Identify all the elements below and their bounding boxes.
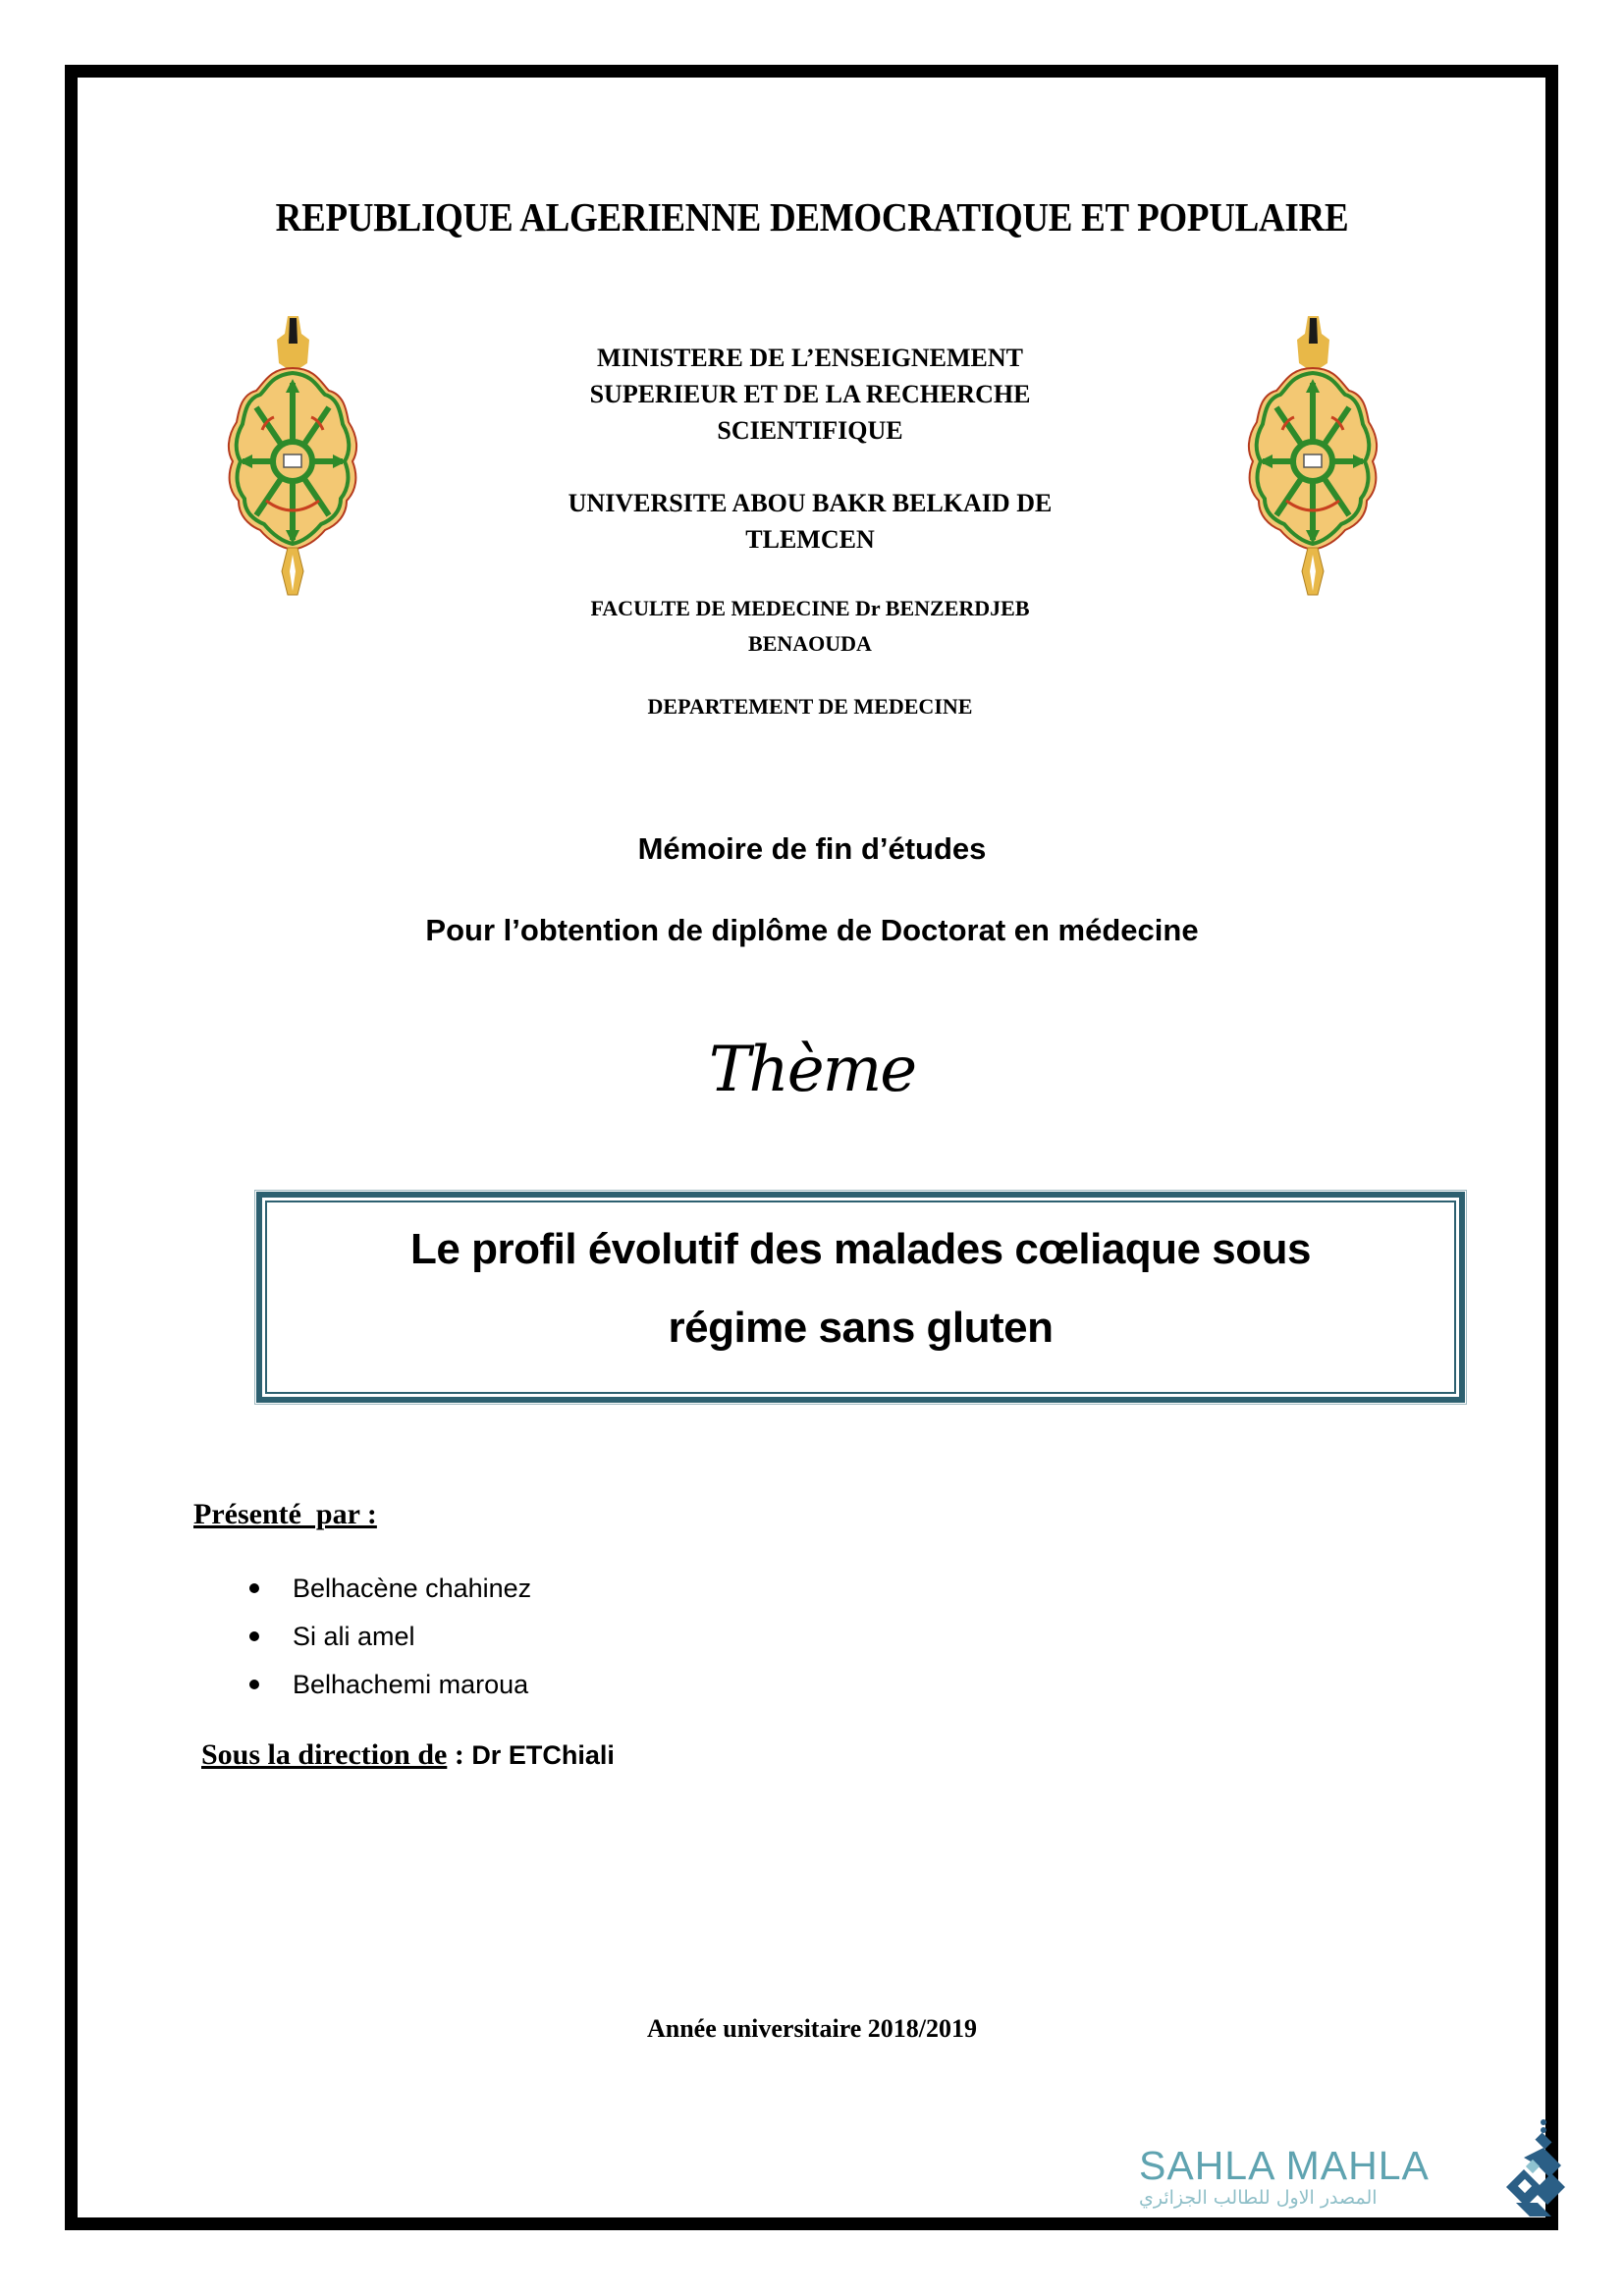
thesis-title-box — [254, 1190, 1467, 1405]
department-heading: DEPARTEMENT DE MEDECINE — [647, 694, 973, 719]
authors-list — [249, 1569, 531, 1713]
university-emblem-icon — [1247, 314, 1380, 599]
author-name: Si ali amel — [293, 1622, 415, 1651]
thesis-purpose: Pour l’obtention de diplôme de Doctorat en médecine — [425, 913, 1199, 947]
university-block — [491, 485, 1129, 558]
university-emblem-icon — [227, 314, 359, 599]
faculty-line: BENAOUDA — [748, 631, 872, 656]
supervisor-line — [201, 1738, 615, 1772]
ministry-line: SUPERIEUR ET DE LA RECHERCHE — [589, 380, 1031, 408]
watermark — [1139, 2143, 1502, 2211]
thesis-type: Mémoire de fin d’études — [637, 831, 987, 866]
academic-year: Année universitaire 2018/2019 — [646, 2014, 978, 2043]
university-line: TLEMCEN — [745, 525, 875, 554]
ministry-block — [491, 340, 1129, 449]
bullet-icon — [249, 1680, 259, 1689]
watermark-brand: SAHLA MAHLA — [1139, 2143, 1430, 2188]
thesis-title-line: régime sans gluten — [668, 1304, 1054, 1352]
ministry-line: SCIENTIFIQUE — [717, 416, 903, 445]
theme-label: Thème — [708, 1034, 916, 1106]
faculty-block — [491, 591, 1129, 662]
author-item — [249, 1569, 531, 1617]
thesis-title — [255, 1210, 1466, 1367]
supervisor-separator: : — [447, 1738, 472, 1771]
author-name: Belhacène chahinez — [293, 1574, 532, 1603]
sahla-mahla-logo-icon — [1504, 2118, 1565, 2220]
supervisor-name: Dr ETChiali — [471, 1740, 615, 1770]
supervisor-label: Sous la direction de — [201, 1738, 448, 1771]
author-item — [249, 1617, 531, 1665]
republic-heading: REPUBLIQUE ALGERIENNE DEMOCRATIQUE ET POPULAIRE — [275, 195, 1349, 241]
presented-by-label: Présenté par : — [193, 1498, 377, 1530]
faculty-line: FACULTE DE MEDECINE Dr BENZERDJEB — [590, 596, 1030, 620]
university-line: UNIVERSITE ABOU BAKR BELKAID DE — [568, 489, 1053, 517]
ministry-line: MINISTERE DE L’ENSEIGNEMENT — [597, 344, 1023, 372]
watermark-tagline: المصدر الاول للطالب الجزائري — [1139, 2187, 1378, 2209]
bullet-icon — [249, 1583, 259, 1593]
bullet-icon — [249, 1631, 259, 1641]
author-name: Belhachemi maroua — [293, 1670, 529, 1699]
author-item — [249, 1665, 531, 1713]
thesis-title-line: Le profil évolutif des malades cœliaque sous — [410, 1225, 1311, 1273]
